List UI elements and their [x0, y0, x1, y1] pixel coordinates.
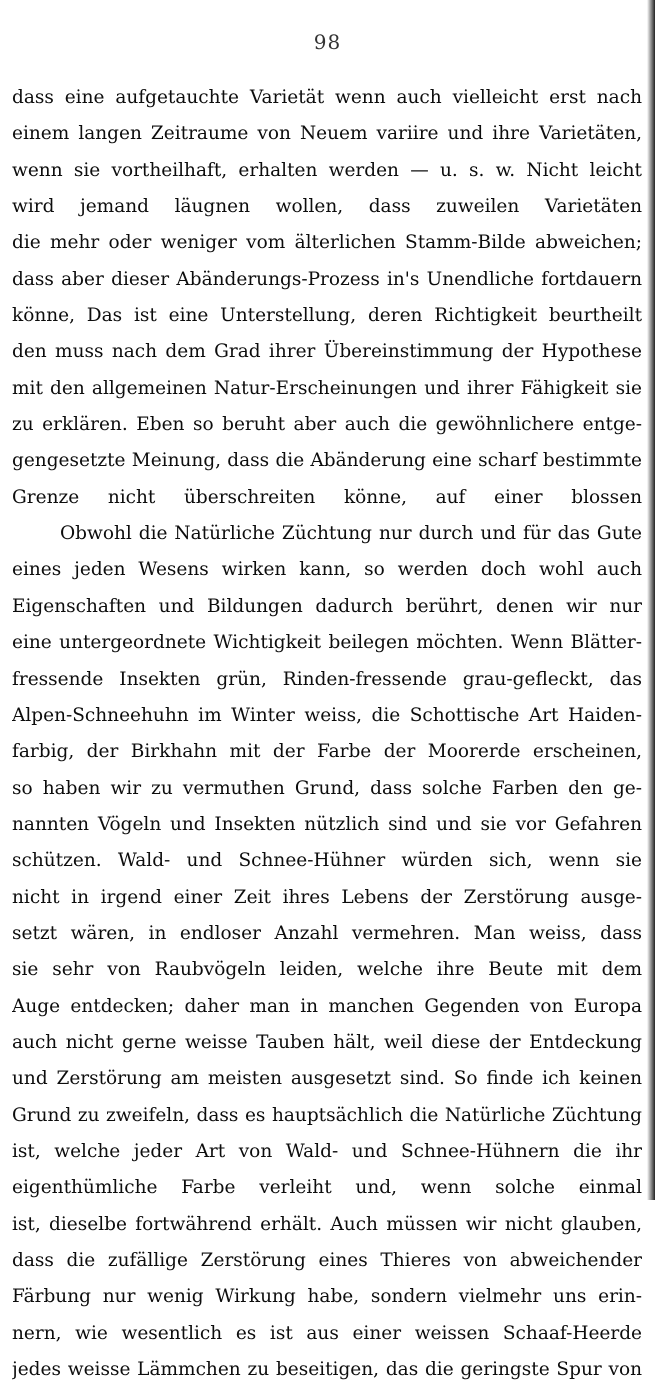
text-line: eine untergeordnete Wichtigkeit beilegen möchten. Wenn Blätter-: [12, 632, 642, 654]
text-line: Färbung nur wenig Wirkung habe, sondern vielmehr uns erin-: [12, 1286, 642, 1308]
text-line: nern, wie wesentlich es ist aus einer weissen Schaaf-Heerde: [12, 1322, 642, 1344]
page-edge-shadow: [647, 0, 655, 1200]
text-line: sie sehr von Raubvögeln leiden, welche ihre Beute mit dem: [12, 959, 642, 981]
text-line: nannten Vögeln und Insekten nützlich sind und sie vor Gefahren: [12, 813, 642, 835]
text-line: dass die zufällige Zerstörung eines Thieres von abweichender: [12, 1250, 642, 1271]
text-line: Grund zu zweifeln, dass es hauptsächlich die Natürliche Züchtung: [12, 1104, 642, 1126]
text-line: so haben wir zu vermuthen Grund, dass solche Farben den ge-: [12, 777, 642, 799]
text-line: fressende Insekten grün, Rinden-fressende grau-gefleckt, das: [12, 668, 642, 690]
text-line: einem langen Zeitraume von Neuem variire und ihre Varietäten,: [12, 123, 642, 145]
text-line: könne, Das ist eine Unterstellung, deren Richtigkeit beurtheilt: [12, 305, 642, 327]
text-line: Eigenschaften und Bildungen dadurch berührt, denen wir nur: [12, 595, 642, 617]
text-line: ist, welche jeder Art von Wald- und Schnee-Hühnern die ihr: [12, 1140, 642, 1162]
text-line: die mehr oder weniger vom älterlichen Stamm-Bilde abweichen;: [12, 232, 642, 254]
text-line: eigenthümliche Farbe verleiht und, wenn solche einmal: [12, 1177, 642, 1199]
text-line: nicht in irgend einer Zeit ihres Lebens der Zerstörung ausge-: [12, 886, 642, 908]
text-line: mit den allgemeinen Natur-Erscheinungen und ihrer Fähigkeit sie: [12, 377, 642, 399]
text-line: jedes weisse Lämmchen zu beseitigen, das die geringste Spur von: [12, 1359, 642, 1381]
text-line: farbig, der Birkhahn mit der Farbe der Moorerde erscheinen,: [12, 741, 642, 763]
page-number: 98: [313, 30, 342, 54]
text-line: eines jeden Wesens wirken kann, so werden doch wohl auch: [12, 559, 642, 581]
text-line: dass eine aufgetauchte Varietät wenn auch vielleicht erst nach: [12, 87, 642, 108]
text-line: Grenze nicht überschreiten könne, auf einer blossen: [12, 486, 642, 508]
body-text: [12, 80, 642, 1388]
text-line: gengesetzte Meinung, dass die Abänderung eine scharf bestimmte: [12, 450, 642, 472]
text-line: Alpen-Schneehuhn im Winter weiss, die Schottische Art Haiden-: [12, 704, 642, 726]
text-line: wenn sie vortheilhaft, erhalten werden — u. s. w. Nicht leicht: [12, 159, 642, 181]
text-line: zu erklären. Eben so beruht aber auch die gewöhnlichere entge-: [12, 414, 642, 436]
text-line: und Zerstörung am meisten ausgesetzt sind. So finde ich keinen: [12, 1068, 642, 1090]
paragraph-start-line: Obwohl die Natürliche Züchtung nur durch und für das Gute: [60, 523, 642, 545]
text-line: Auge entdecken; daher man in manchen Gegenden von Europa: [12, 995, 642, 1017]
text-line: auch nicht gerne weisse Tauben hält, weil diese der Entdeckung: [12, 1031, 642, 1053]
text-line: den muss nach dem Grad ihrer Übereinstimmung der Hypothese: [12, 341, 642, 363]
text-line: ist, dieselbe fortwährend erhält. Auch müssen wir nicht glauben,: [12, 1213, 642, 1235]
text-line: setzt wären, in endloser Anzahl vermehren. Man weiss, dass: [12, 922, 642, 944]
text-line: schützen. Wald- und Schnee-Hühner würden sich, wenn sie: [12, 850, 642, 872]
text-line: dass aber dieser Abänderungs-Prozess in's Unendliche fortdauern: [12, 268, 642, 290]
text-line: wird jemand läugnen wollen, dass zuweilen Varietäten: [12, 196, 642, 218]
